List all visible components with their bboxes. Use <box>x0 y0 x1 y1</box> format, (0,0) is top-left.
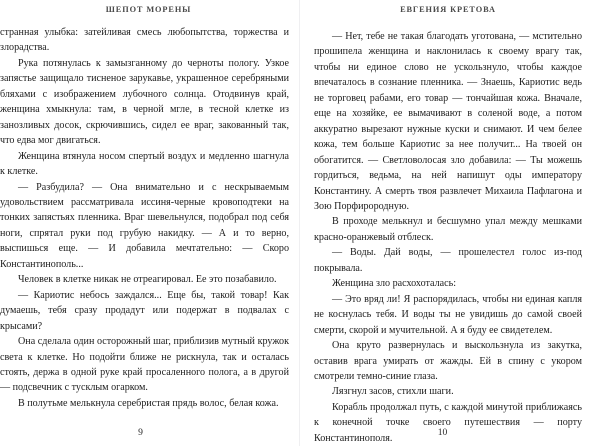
paragraph: В проходе мелькнул и бесшумно упал между мешками красно-оранжевый отблеск. <box>314 216 582 243</box>
page-left <box>0 0 299 446</box>
paragraph: Человек в клетке никак не отреагировал. Ее это позабавило. <box>18 274 277 286</box>
paragraph: Она круто развернулась и выскользнула из закутка, оставив врага умирать от жажды. Ей в спину с укором смотрели темно-синие глаза. <box>314 340 582 382</box>
paragraph: странная улыбка: затейливая смесь любопытства, торжества и злорадства. <box>0 27 289 54</box>
page-number-left: 9 <box>138 427 143 438</box>
page-number-right: 10 <box>437 427 448 438</box>
running-head-left: ШЕПОТ МОРЕНЫ <box>105 5 192 14</box>
paragraph: — Это вряд ли! Я распорядилась, чтобы ни единая капля не коснулась тебя. И воды ты не увидишь до самой своей смерти, скорой и мучительной. А я буду ее свидетелем. <box>314 293 582 336</box>
paragraph: Она сделала один осторожный шаг, приблизив мутный кружок света к клетке. Но подойти ближе не рискнула, так и осталась стоять, держа в одной руке край просаленного полога, а в другой — подсвечник с тусклым огарком. <box>0 336 289 394</box>
paragraph: Корабль продолжал путь, с каждой минутой приближаясь к конечной точке своего путешествия — порту Константинополя. <box>314 401 582 444</box>
body-text-right <box>314 29 582 446</box>
paragraph: — Разбудила? — Она внимательно и с нескрываемым удовольствием рассматривала иссиня-черные кровоподтеки на тонких запястьях пленника. Враг шевельнулся, подобрал под себя ноги, спрятал руки под грубую накидку. — А и то верно, выспишься еще. — И добавила мечтательно: — Скоро Константинополь... <box>0 181 289 270</box>
running-head-right: ЕВГЕНИЯ КРЕТОВА <box>400 5 496 14</box>
paragraph: Женщина зло расхохоталась: <box>332 278 457 290</box>
paragraph: Женщина втянула носом спертый воздух и медленно шагнула к клетке. <box>0 150 289 178</box>
paragraph: — Воды. Дай воды, — прошелестел голос из-под покрывала. <box>314 247 582 274</box>
body-text-left <box>0 25 289 411</box>
paragraph: Рука потянулась к замызганному до черноты пологу. Узкое запястье защищало тисненое зарукавье, украшенное серебряными бляхами с изображением лубочного солнца. Отодвинув край, женщина хмыкнула: там, в черной мгле, в тесной клетке из занозливых досок, скрючившись, сидел ее враг, закованный так, что едва мог двигаться. <box>0 57 289 147</box>
paragraph: Лязгнул засов, стихли шаги. <box>332 386 454 398</box>
paragraph: — Нет, тебе не такая благодать уготована, — мстительно прошипела женщина и наклонилась к своему врагу так, чтобы ни единое слово не ускользнуло, чтобы каждое впечаталось в сознание пленника. — Знаешь, Кариотис ведь не торговец рабами, его товар — тончайшая кожа. Вначале, еще на хозяйке, ее вымачивают в соленой воде, а потом аккуратно вырезают нужные куски и снимают. И чем белее кожа, тем больше Кариотис за нее получит... На твоей он обогатится. — Светловолосая зло добавила: — Ты можешь гордиться, ведьма, на ней напишут оды императору Константину. А смерть твоя развлечет Михаила Пафлагона и Зою Порфирородную. <box>314 31 582 212</box>
paragraph: В полутьме мелькнула серебристая прядь волос, белая кожа. <box>18 397 279 409</box>
page-right <box>299 0 600 446</box>
paragraph: — Кариотис небось заждался... Еще бы, такой товар! Как думаешь, тебя сразу продадут или подержат в подвалах с крысами? <box>0 289 289 332</box>
